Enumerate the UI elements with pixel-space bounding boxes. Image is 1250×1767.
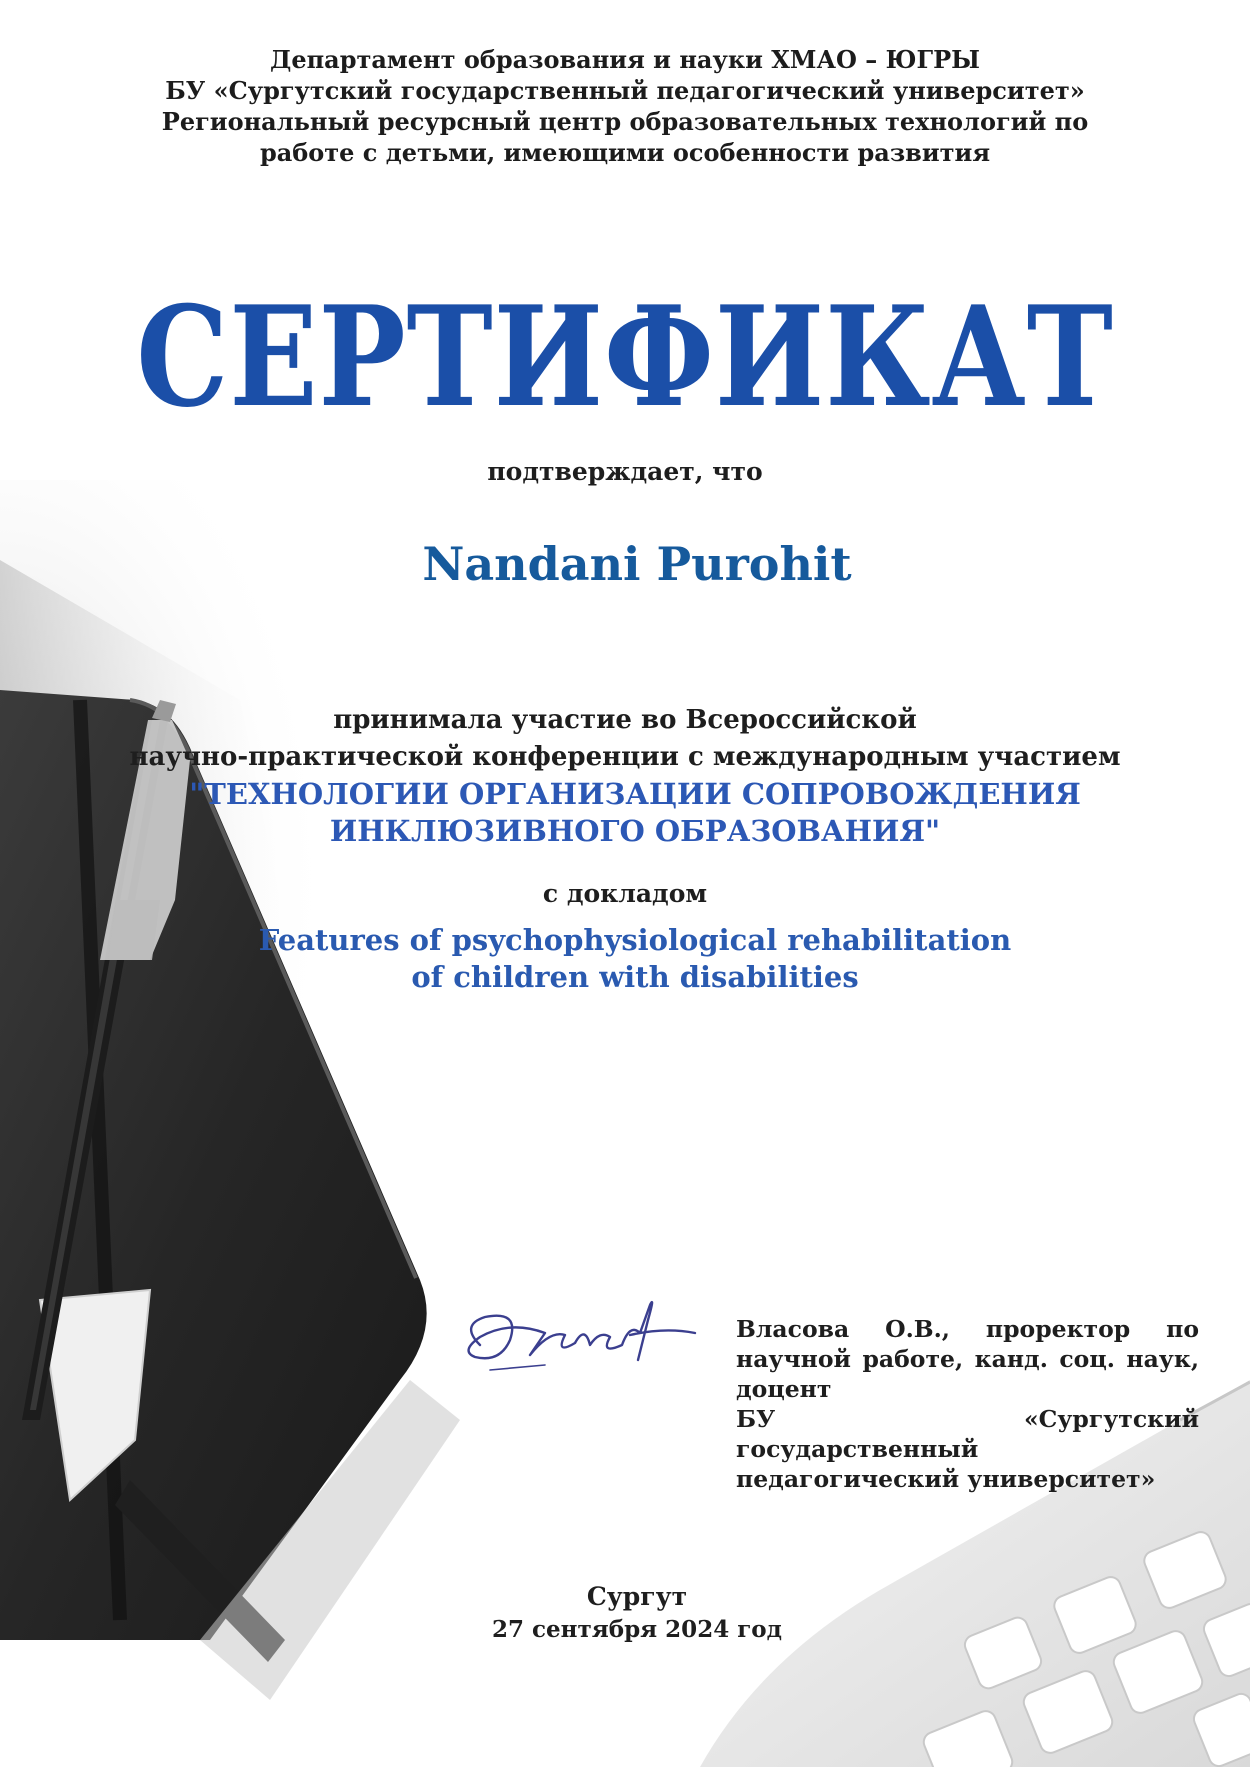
conference-title — [10, 776, 1250, 850]
header-line: работе с детьми, имеющими особенности развития — [259, 138, 991, 167]
header-organization-block — [0, 44, 1250, 168]
city: Сургут — [586, 1582, 688, 1611]
signer-organization: БУ «Сургутский государственный педагогический университет» — [736, 1405, 1199, 1493]
signer-position: Власова О.В., проректор по научной работе, канд. соц. наук, доцент — [736, 1315, 1199, 1403]
issue-date: 27 сентября 2024 год — [492, 1616, 782, 1643]
report-title-line: Features of psychophysiological rehabilitation — [258, 923, 1012, 957]
certificate-title: СЕРТИФИКАТ — [136, 275, 1114, 438]
participation-line: научно-практической конференции с международным участием — [129, 742, 1121, 772]
signer-block — [736, 1314, 1199, 1494]
header-line: Департамент образования и науки ХМАО – ЮГРЫ — [269, 45, 980, 74]
participation-line: принимала участие во Всероссийской — [333, 705, 917, 735]
header-line: Региональный ресурсный центр образовательных технологий по — [161, 107, 1089, 136]
report-title-line: of children with disabilities — [411, 960, 859, 994]
handwritten-signature — [450, 1285, 700, 1385]
participation-text — [0, 702, 1250, 776]
confirms-text: подтверждает, что — [487, 457, 763, 486]
with-report-text: с докладом — [542, 879, 708, 908]
recipient-name: Nandani Purohit — [422, 537, 852, 591]
report-title — [10, 922, 1250, 996]
conference-title-line: "ТЕХНОЛОГИИ ОРГАНИЗАЦИИ СОПРОВОЖДЕНИЯ — [189, 777, 1081, 811]
conference-title-line: ИНКЛЮЗИВНОГО ОБРАЗОВАНИЯ" — [329, 814, 941, 848]
header-line: БУ «Сургутский государственный педагогический университет» — [165, 76, 1085, 105]
